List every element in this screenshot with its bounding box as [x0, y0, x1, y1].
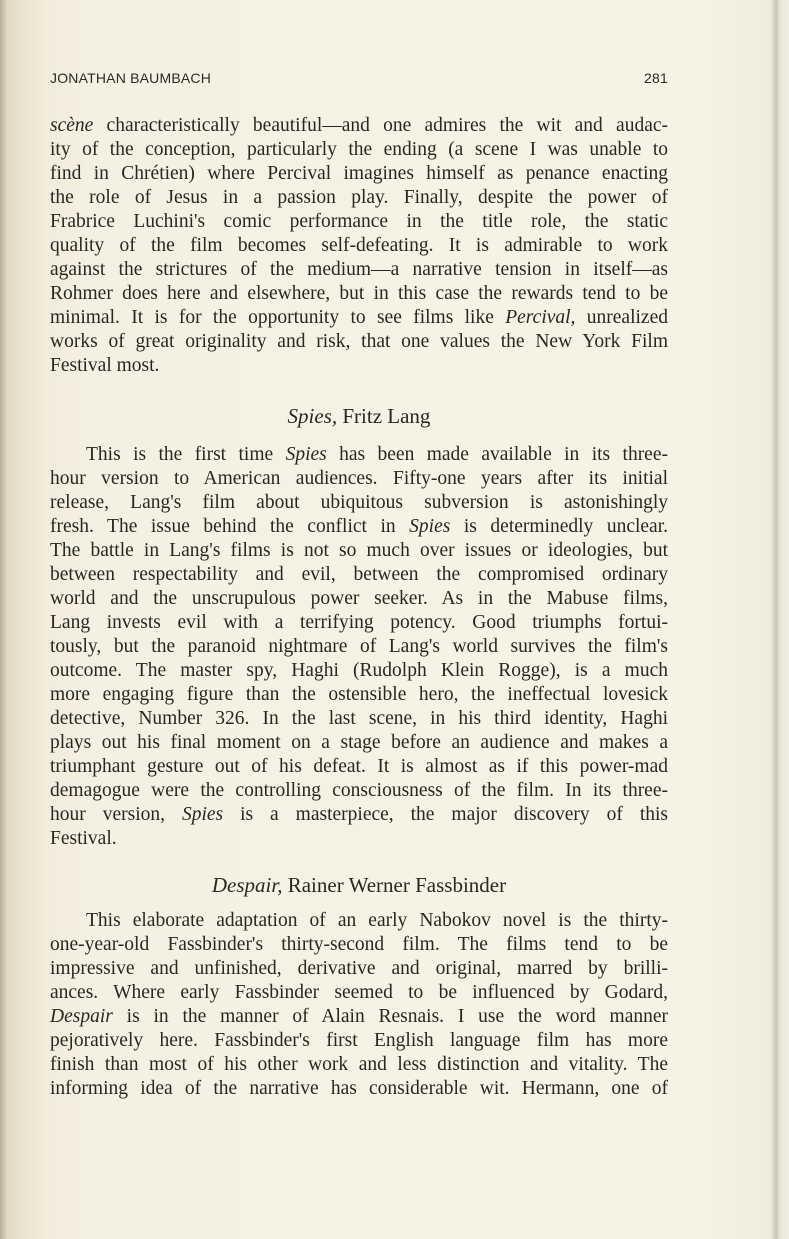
text-run: informing idea of the narrative has considerable wit. Hermann, one of — [50, 1078, 668, 1099]
text-line — [50, 635, 668, 659]
text-line — [50, 731, 668, 755]
text-line — [50, 1005, 668, 1029]
text-line — [50, 779, 668, 803]
italic-title: Spies — [409, 516, 451, 537]
text-run: ity of the conception, particularly the ending (a scene I was unable to — [50, 139, 668, 160]
paragraph-percival-conclusion — [50, 114, 668, 378]
italic-title: Despair — [50, 1006, 113, 1027]
running-head-author: JONATHAN BAUMBACH — [50, 70, 212, 86]
text-run: find in Chrétien) where Percival imagines himself as penance enacting — [50, 163, 668, 184]
page-number: 281 — [644, 70, 668, 86]
text-run: is in the manner of Alain Resnais. I use the word manner — [112, 1006, 668, 1027]
text-run: pejoratively here. Fassbinder's first English language film has more — [50, 1030, 668, 1051]
text-run: quality of the film becomes self-defeating. It is admirable to work — [50, 235, 668, 256]
text-run: hour version, — [50, 804, 182, 825]
running-head — [50, 70, 668, 90]
text-run: The battle in Lang's films is not so much over issues or ideologies, but — [50, 540, 668, 561]
heading-film-title: Spies, — [287, 404, 338, 428]
text-run: This elaborate adaptation of an early Nabokov novel is the thirty- — [86, 910, 668, 931]
section-heading-spies — [50, 403, 668, 429]
text-line — [50, 138, 668, 162]
italic-title: Percival, — [505, 307, 576, 328]
text-line — [50, 981, 668, 1005]
paragraph-despair — [50, 909, 668, 1101]
text-line — [50, 933, 668, 957]
text-line — [50, 210, 668, 234]
text-line — [50, 330, 668, 354]
paragraph-spies — [50, 443, 668, 851]
text-line — [50, 443, 668, 467]
text-line — [50, 114, 668, 138]
heading-film-title: Despair, — [211, 873, 283, 897]
text-line — [50, 1029, 668, 1053]
text-run: finish than most of his other work and less distinction and vitality. The — [50, 1054, 668, 1075]
text-line — [50, 563, 668, 587]
text-line — [50, 282, 668, 306]
text-line — [50, 1077, 668, 1101]
text-line — [50, 539, 668, 563]
text-run: Festival most. — [50, 355, 160, 376]
text-run: the role of Jesus in a passion play. Finally, despite the power of — [50, 187, 668, 208]
italic-title: Spies — [181, 804, 224, 825]
text-line — [50, 611, 668, 635]
text-run: Festival. — [50, 828, 117, 849]
text-run: has been made available in its three- — [326, 444, 668, 465]
text-run: Lang invests evil with a terrifying potency. Good triumphs fortui- — [50, 612, 668, 633]
text-run: release, Lang's film about ubiquitous subversion is astonishingly — [50, 492, 668, 513]
text-line — [50, 467, 668, 491]
text-run: against the strictures of the medium—a narrative tension in itself—as — [50, 259, 668, 280]
text-line — [50, 803, 668, 827]
text-line — [50, 306, 668, 330]
text-run: triumphant gesture out of his defeat. It is almost as if this power-mad — [50, 756, 668, 777]
text-run: fresh. The issue behind the conflict in — [50, 516, 410, 537]
text-line — [50, 827, 668, 851]
text-line — [50, 491, 668, 515]
text-line — [50, 1053, 668, 1077]
text-line — [50, 909, 668, 933]
text-run: minimal. It is for the opportunity to see films like — [50, 307, 506, 328]
text-line — [50, 659, 668, 683]
text-line — [50, 957, 668, 981]
text-line — [50, 755, 668, 779]
text-run: outcome. The master spy, Haghi (Rudolph Klein Rogge), is a much — [50, 660, 668, 681]
text-run: characteristically beautiful—and one admires the wit and audac- — [93, 115, 668, 136]
heading-director: Rainer Werner Fassbinder — [282, 873, 507, 897]
book-gutter-shadow — [0, 0, 6, 1239]
heading-director: Fritz Lang — [337, 404, 431, 428]
text-run: is a masterpiece, the major discovery of this — [223, 804, 668, 825]
text-line — [50, 162, 668, 186]
italic-title: scène — [50, 115, 94, 136]
text-run: This is the first time — [86, 444, 286, 465]
text-line — [50, 186, 668, 210]
text-line — [50, 258, 668, 282]
text-run: Rohmer does here and elsewhere, but in this case the rewards tend to be — [50, 283, 668, 304]
text-line — [50, 515, 668, 539]
text-run: detective, Number 326. In the last scene, in his third identity, Haghi — [50, 708, 668, 729]
section-heading-despair — [50, 872, 668, 898]
text-line — [50, 354, 668, 378]
text-run: Frabrice Luchini's comic performance in the title role, the static — [50, 211, 668, 232]
text-run: demagogue were the controlling consciousness of the film. In its three- — [50, 780, 668, 801]
text-line — [50, 587, 668, 611]
text-run: between respectability and evil, between the compromised ordinary — [50, 564, 668, 585]
text-run: works of great originality and risk, that one values the New York Film — [50, 331, 668, 352]
text-run: more engaging figure than the ostensible hero, the ineffectual lovesick — [50, 684, 668, 705]
text-line — [50, 707, 668, 731]
text-run: tously, but the paranoid nightmare of Lang's world survives the film's — [50, 636, 668, 657]
text-run: hour version to American audiences. Fifty-one years after its initial — [50, 468, 668, 489]
text-run: ances. Where early Fassbinder seemed to be influenced by Godard, — [50, 982, 668, 1003]
text-run: impressive and unfinished, derivative and original, marred by brilli- — [50, 958, 668, 979]
text-line — [50, 683, 668, 707]
text-run: unrealized — [575, 307, 668, 328]
italic-title: Spies — [285, 444, 327, 465]
text-run: one-year-old Fassbinder's thirty-second film. The films tend to be — [50, 934, 668, 955]
text-line — [50, 234, 668, 258]
text-run: world and the unscrupulous power seeker. As in the Mabuse films, — [50, 588, 668, 609]
text-run: plays out his final moment on a stage before an audience and makes a — [50, 732, 668, 753]
text-run: is determinedly unclear. — [450, 516, 668, 537]
